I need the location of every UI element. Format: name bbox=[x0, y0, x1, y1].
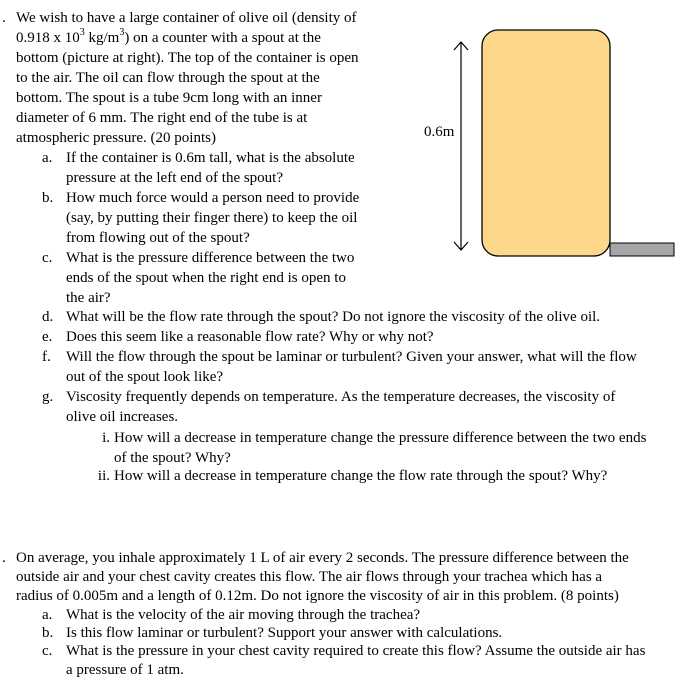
density-rest: ) on a counter with a spout at the bbox=[124, 30, 321, 46]
intro-line-5: bottom. The spout is a tube 9cm long with an inner bbox=[16, 90, 322, 106]
part-letter: c. bbox=[42, 250, 53, 266]
oil-container bbox=[482, 30, 610, 256]
part-line: out of the spout look like? bbox=[66, 369, 224, 385]
part-line: How much force would a person need to provide bbox=[66, 190, 360, 206]
intro-line-3: radius of 0.005m and a length of 0.12m. Do not ignore the viscosity of air in this problem. (8 points) bbox=[16, 588, 619, 604]
problem-1-intro bbox=[0, 8, 359, 148]
part-line: Does this seem like a reasonable flow rate? Why or why not? bbox=[66, 329, 434, 345]
subpart-numeral: ii. bbox=[97, 468, 110, 484]
part-letter: d. bbox=[42, 309, 54, 325]
problem-2-intro bbox=[0, 548, 629, 606]
part-line: from flowing out of the spout? bbox=[66, 230, 250, 246]
intro-line-3: bottom (picture at right). The top of the container is open bbox=[16, 50, 359, 66]
subpart-line: How will a decrease in temperature change the flow rate through the spout? Why? bbox=[114, 468, 608, 484]
part-letter: a. bbox=[42, 150, 53, 166]
part-line: What is the velocity of the air moving through the trachea? bbox=[66, 607, 421, 623]
subpart-line: How will a decrease in temperature change the pressure difference between the two ends bbox=[114, 430, 647, 446]
container-diagram bbox=[410, 20, 680, 270]
density-unit: kg/m bbox=[84, 30, 120, 46]
part-letter: f. bbox=[42, 349, 51, 365]
part-line: (say, by putting their finger there) to keep the oil bbox=[66, 210, 358, 226]
problem-1-bullet: . bbox=[2, 10, 6, 26]
density-unit-exponent: 3 bbox=[119, 27, 125, 38]
intro-line-6: diameter of 6 mm. The right end of the tube is at bbox=[16, 110, 308, 126]
part-letter: a. bbox=[42, 607, 53, 623]
part-line: pressure at the left end of the spout? bbox=[66, 170, 284, 186]
part-line: Will the flow through the spout be laminar or turbulent? Given your answer, what will the flow bbox=[66, 349, 637, 365]
part-line: ends of the spout when the right end is open to bbox=[66, 270, 346, 286]
part-line: Is this flow laminar or turbulent? Support your answer with calculations. bbox=[66, 625, 503, 641]
density-value: 0.918 x 10 bbox=[16, 30, 80, 46]
intro-line-4: to the air. The oil can flow through the spout at the bbox=[16, 70, 320, 86]
container-figure bbox=[410, 20, 680, 270]
density-exponent: 3 bbox=[79, 27, 85, 38]
intro-line-2: outside air and your chest cavity creates this flow. The air flows through your trachea which has a bbox=[16, 569, 603, 585]
part-letter: c. bbox=[42, 643, 53, 659]
intro-line-7: atmospheric pressure. (20 points) bbox=[16, 130, 216, 146]
part-line: If the container is 0.6m tall, what is the absolute bbox=[66, 150, 355, 166]
part-letter: b. bbox=[42, 190, 54, 206]
part-letter: e. bbox=[42, 329, 53, 345]
intro-line-2 bbox=[0, 28, 359, 48]
intro-line-1: On average, you inhale approximately 1 L of air every 2 seconds. The pressure difference between the bbox=[16, 550, 629, 566]
part-line: olive oil increases. bbox=[66, 409, 179, 425]
subpart-line: of the spout? Why? bbox=[114, 450, 231, 466]
part-line: a pressure of 1 atm. bbox=[66, 662, 184, 678]
height-label: 0.6m bbox=[424, 124, 455, 140]
part-line: What is the pressure difference between the two bbox=[66, 250, 355, 266]
spout bbox=[610, 243, 674, 256]
subpart-numeral: i. bbox=[102, 430, 110, 446]
part-letter: g. bbox=[42, 389, 54, 405]
part-line: What is the pressure in your chest cavity required to create this flow? Assume the outside air has bbox=[66, 643, 646, 659]
problem-2-bullet: . bbox=[2, 550, 6, 566]
intro-line-1: We wish to have a large container of olive oil (density of bbox=[16, 10, 357, 26]
part-line: Viscosity frequently depends on temperature. As the temperature decreases, the viscosity of bbox=[66, 389, 616, 405]
height-arrow bbox=[454, 42, 468, 250]
part-line: What will be the flow rate through the spout? Do not ignore the viscosity of the olive oil. bbox=[66, 309, 601, 325]
part-line: the air? bbox=[66, 290, 111, 306]
part-letter: b. bbox=[42, 625, 54, 641]
